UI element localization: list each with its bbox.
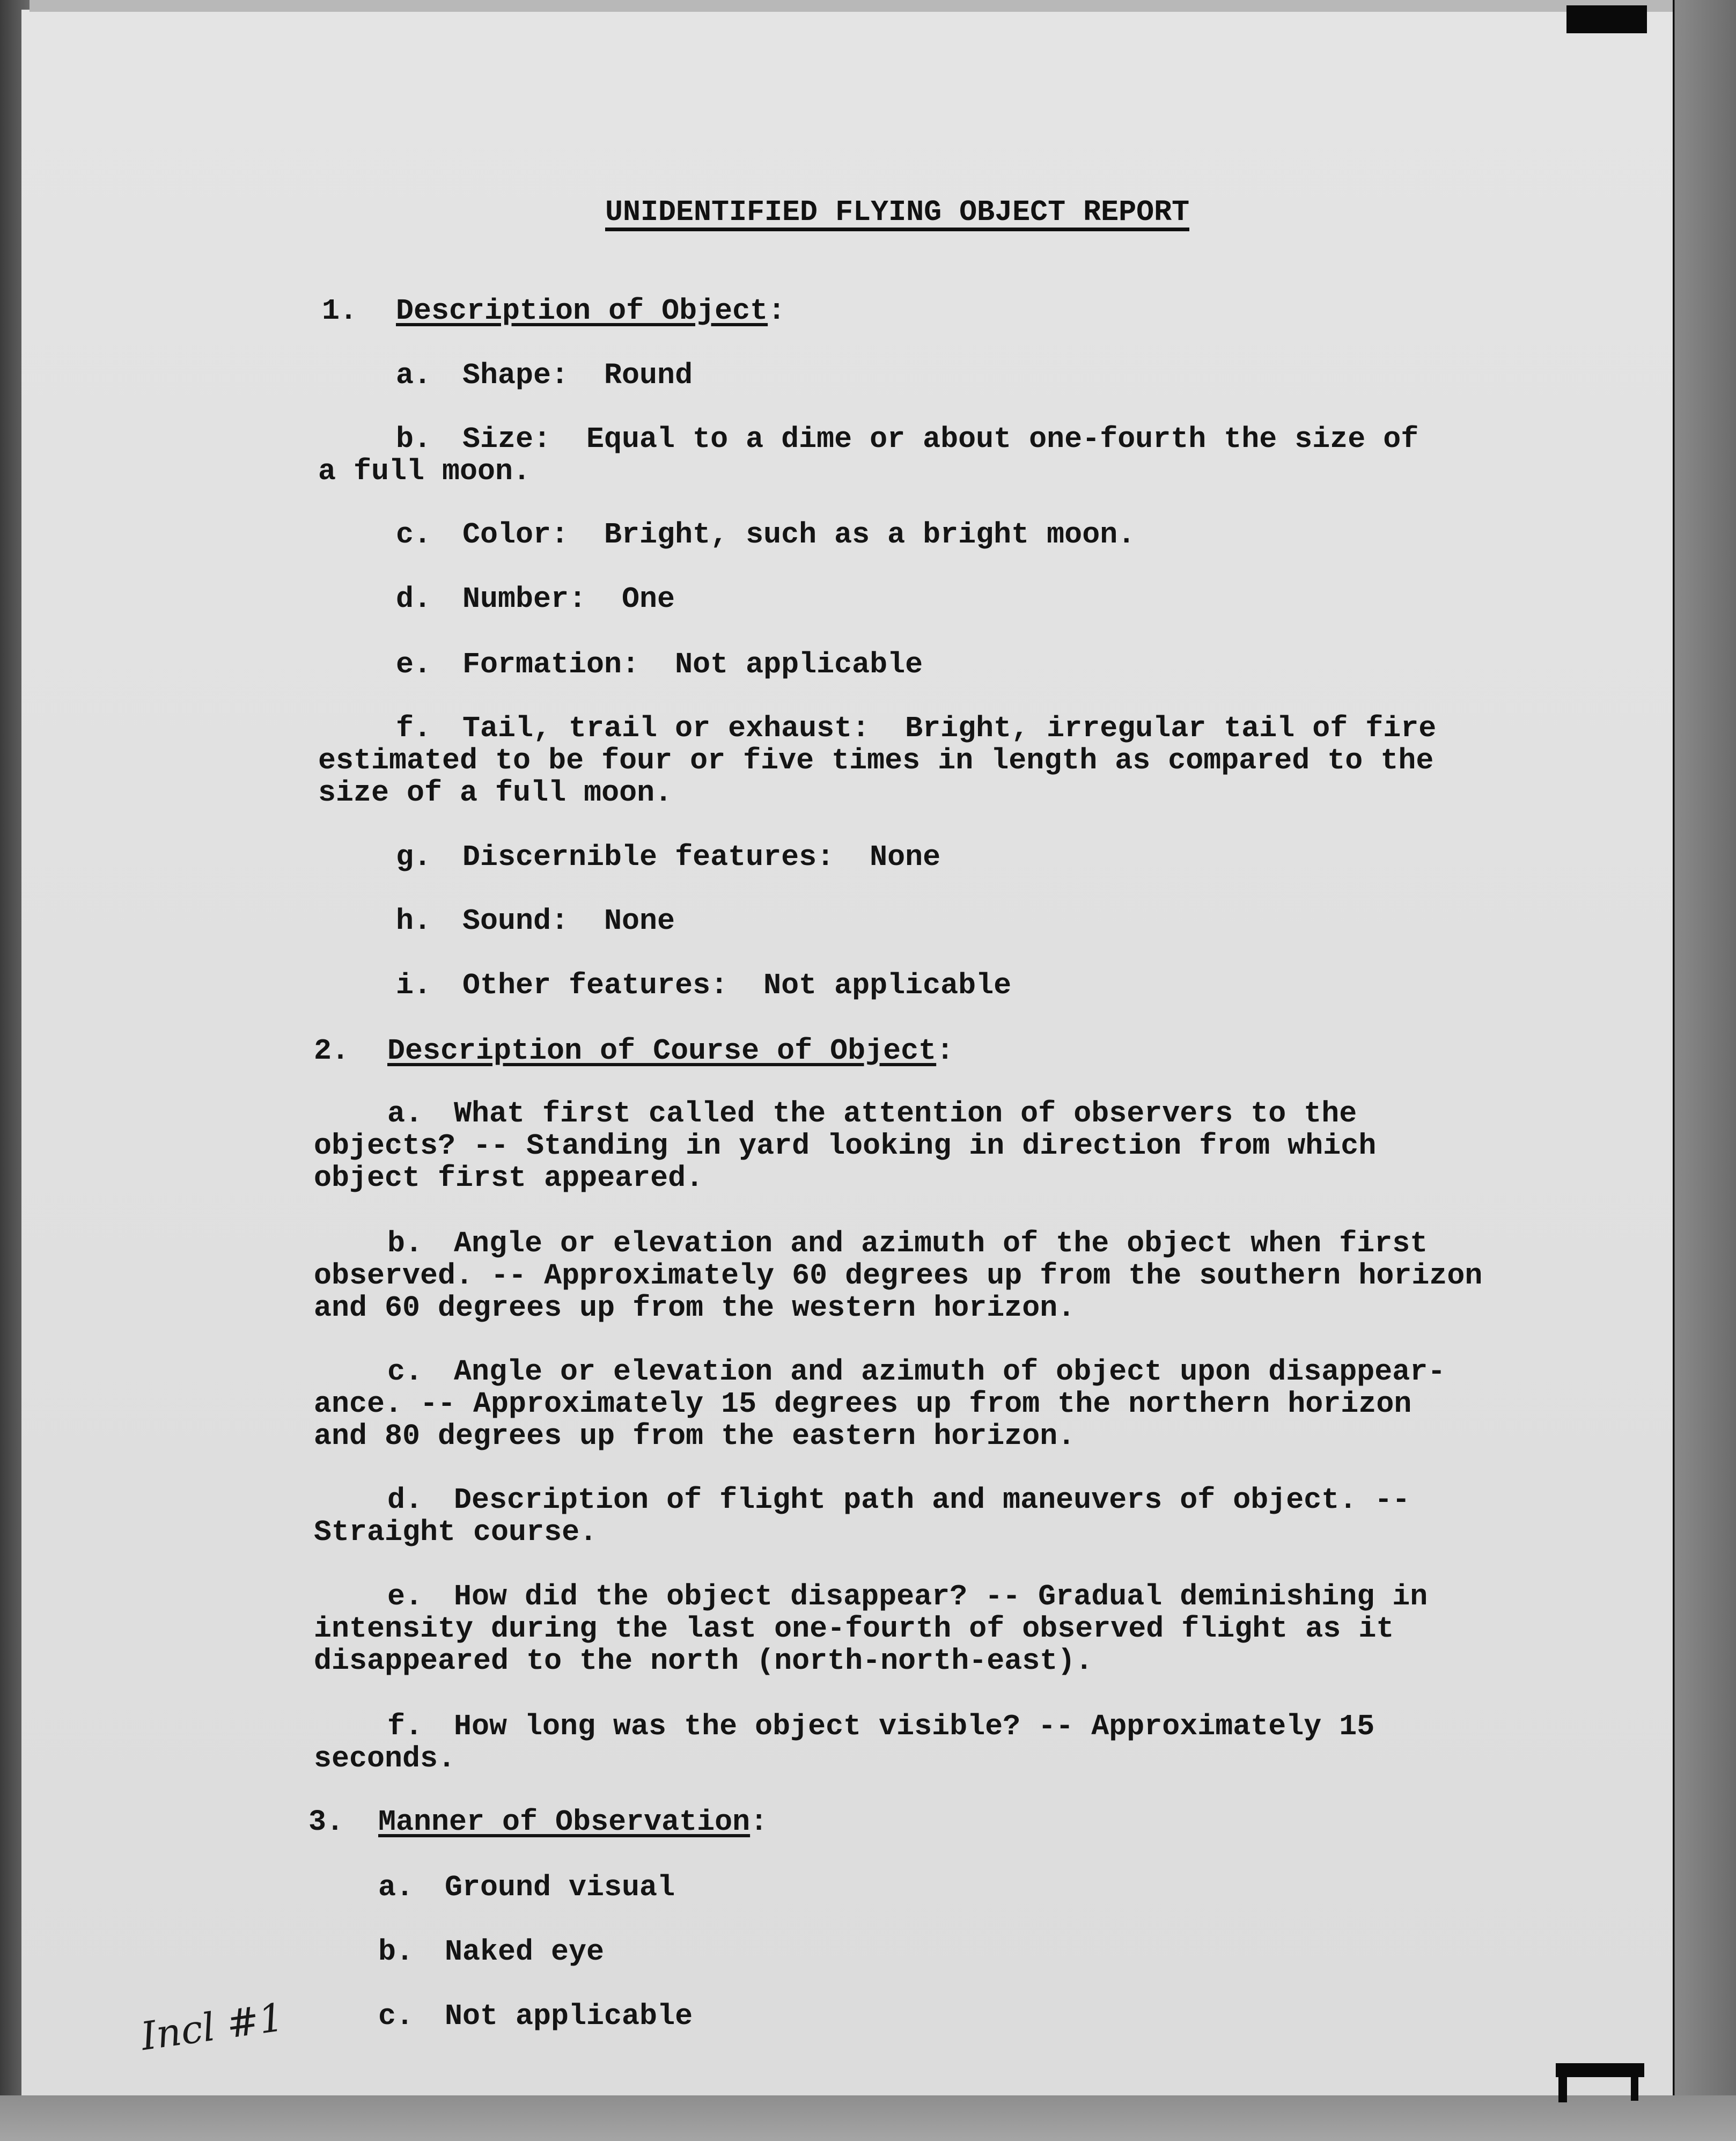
item-text-line: observed. -- Approximately 60 degrees up from the southern horizon: [314, 1259, 1483, 1293]
scan-right-edge: [1673, 0, 1736, 2141]
item-label: d.: [387, 1483, 423, 1517]
heading-colon: :: [750, 1805, 768, 1839]
item-text-line: Formation: Not applicable: [462, 648, 923, 681]
section-heading-text: Description of Course of Object: [387, 1034, 937, 1068]
item-text-line: Size: Equal to a dime or about one-fourth the size of: [462, 422, 1419, 456]
item-text-line: Angle or elevation and azimuth of object upon disappear-: [454, 1355, 1446, 1389]
item-label: i.: [396, 969, 432, 1002]
item-text-line: object first appeared.: [314, 1161, 704, 1195]
item-label: a.: [387, 1097, 423, 1131]
item-text-line: intensity during the last one-fourth of observed flight as it: [314, 1612, 1394, 1646]
item-text-line: Straight course.: [314, 1515, 598, 1549]
item-text-line: Discernible features: None: [462, 840, 941, 874]
item-text-line: Ground visual: [445, 1871, 675, 1904]
item-label: e.: [396, 648, 432, 681]
registration-mark-bottom-leg: [1558, 2071, 1567, 2102]
item-label: b.: [378, 1935, 414, 1969]
item-text-line: Color: Bright, such as a bright moon.: [462, 518, 1136, 552]
item-label: b.: [387, 1227, 423, 1260]
item-label: d.: [396, 582, 432, 616]
item-text-line: a full moon.: [318, 454, 531, 488]
item-text-line: What first called the attention of observers to the: [454, 1097, 1357, 1131]
item-label: a.: [396, 358, 432, 392]
item-text-line: estimated to be four or five times in length as compared to the: [318, 744, 1434, 778]
heading-colon: :: [768, 294, 786, 328]
section-heading-text: Manner of Observation: [378, 1805, 751, 1839]
item-text-line: Sound: None: [462, 904, 675, 938]
item-text-line: objects? -- Standing in yard looking in direction from which: [314, 1129, 1377, 1163]
item-label: c.: [387, 1355, 423, 1389]
item-text-line: disappeared to the north (north-north-east).: [314, 1644, 1093, 1678]
item-text-line: Naked eye: [445, 1935, 605, 1969]
item-text-line: Description of flight path and maneuvers of object. --: [454, 1483, 1410, 1517]
item-label: f.: [396, 712, 432, 745]
document-title: UNIDENTIFIED FLYING OBJECT REPORT: [605, 197, 1189, 231]
section-heading-text: Description of Object: [396, 294, 768, 328]
item-text-line: ance. -- Approximately 15 degrees up from the northern horizon: [314, 1387, 1412, 1421]
item-text-line: How long was the object visible? -- Approximately 15: [454, 1710, 1375, 1743]
item-label: g.: [396, 840, 432, 874]
item-text-line: Angle or elevation and azimuth of the object when first: [454, 1227, 1428, 1260]
item-label: c.: [378, 1999, 414, 2033]
section-number: 1.: [322, 294, 358, 328]
heading-colon: :: [936, 1034, 954, 1068]
item-label: e.: [387, 1580, 423, 1614]
scan-bottom-edge: [0, 2095, 1736, 2141]
item-text-line: How did the object disappear? -- Gradual deminishing in: [454, 1580, 1428, 1614]
item-text-line: and 80 degrees up from the eastern horizon.: [314, 1419, 1076, 1453]
item-label: f.: [387, 1710, 423, 1743]
scan-top-edge: [30, 0, 1687, 12]
handwritten-note: Incl #1: [138, 1994, 286, 2059]
item-text-line: seconds.: [314, 1742, 456, 1776]
registration-mark-top: [1566, 5, 1647, 33]
item-text-line: Other features: Not applicable: [462, 969, 1012, 1002]
section-number: 2.: [314, 1034, 350, 1068]
section-heading: [396, 295, 785, 327]
item-label: b.: [396, 422, 432, 456]
item-text-line: Number: One: [462, 582, 675, 616]
item-text-line: size of a full moon.: [318, 776, 673, 810]
section-heading: [378, 1806, 768, 1838]
registration-mark-bottom-leg: [1631, 2071, 1638, 2101]
section-number: 3.: [308, 1805, 344, 1839]
item-text-line: Shape: Round: [462, 358, 693, 392]
section-heading: [387, 1035, 954, 1067]
item-label: c.: [396, 518, 432, 552]
item-text-line: Tail, trail or exhaust: Bright, irregular tail of fire: [462, 712, 1437, 745]
item-label: a.: [378, 1871, 414, 1904]
item-text-line: Not applicable: [445, 1999, 693, 2033]
item-text-line: and 60 degrees up from the western horizon.: [314, 1291, 1076, 1325]
item-label: h.: [396, 904, 432, 938]
